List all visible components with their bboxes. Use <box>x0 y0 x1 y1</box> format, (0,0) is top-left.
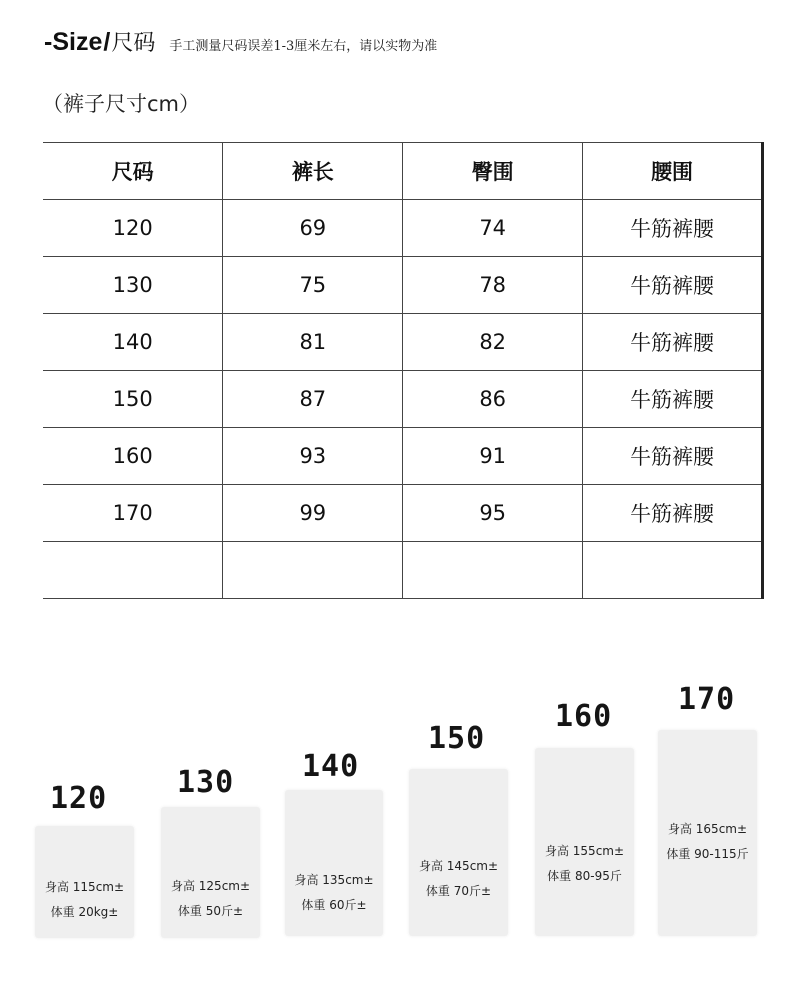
cell-length: 93 <box>223 428 403 485</box>
cell-hip: 78 <box>403 257 583 314</box>
cell-size: 150 <box>43 371 223 428</box>
card-text <box>658 817 757 867</box>
measurement-note: 手工测量尺码误差1-3厘米左右，请以实物为准 <box>169 39 438 54</box>
size-heading: -Size <box>44 28 103 56</box>
card-height: 身高 125cm± <box>170 879 251 893</box>
cell-waist <box>583 542 763 599</box>
header-cell-length: 裤长 <box>223 143 403 200</box>
card-text <box>35 875 134 925</box>
header-cell-size: 尺码 <box>43 143 223 200</box>
card-height: 身高 135cm± <box>294 873 374 887</box>
table-subtitle: （裤子尺寸cm） <box>42 92 201 116</box>
cell-length: 69 <box>223 200 403 257</box>
cell-hip: 95 <box>403 485 583 542</box>
card-text <box>535 839 634 889</box>
card-weight: 体重 50斤± <box>177 904 244 918</box>
table-row <box>43 428 763 485</box>
card-text <box>285 868 383 918</box>
size-card <box>161 807 260 938</box>
table-row <box>43 371 763 428</box>
cell-size: 120 <box>43 200 223 257</box>
card-height: 身高 155cm± <box>544 844 625 858</box>
card-text <box>161 874 260 924</box>
table-row-empty <box>43 542 763 599</box>
card-size-label: 130 <box>177 765 235 800</box>
cell-waist: 牛筋裤腰 <box>583 200 763 257</box>
cell-length: 99 <box>223 485 403 542</box>
size-card <box>658 730 757 936</box>
cell-waist: 牛筋裤腰 <box>583 428 763 485</box>
cell-length: 81 <box>223 314 403 371</box>
cell-hip: 86 <box>403 371 583 428</box>
table-row <box>43 485 763 542</box>
card-weight: 体重 80-95斤 <box>547 869 622 883</box>
card-weight: 体重 60斤± <box>301 898 367 912</box>
card-size-label: 170 <box>678 682 736 717</box>
card-height: 身高 145cm± <box>418 859 499 873</box>
size-heading-chinese: 尺码 <box>111 31 156 56</box>
size-table <box>43 142 764 599</box>
cell-waist: 牛筋裤腰 <box>583 257 763 314</box>
table-row <box>43 314 763 371</box>
card-size-label: 150 <box>428 721 486 756</box>
header-cell-hip: 臀围 <box>403 143 583 200</box>
cell-size: 140 <box>43 314 223 371</box>
cell-hip: 82 <box>403 314 583 371</box>
size-card <box>285 790 383 936</box>
header-cell-waist: 腰围 <box>583 143 763 200</box>
cell-length <box>223 542 403 599</box>
card-size-label: 140 <box>302 749 360 784</box>
card-size-label: 120 <box>50 781 108 816</box>
heading-slash: / <box>103 28 111 56</box>
cell-waist: 牛筋裤腰 <box>583 371 763 428</box>
cell-waist: 牛筋裤腰 <box>583 314 763 371</box>
cell-size: 130 <box>43 257 223 314</box>
card-weight: 体重 20kg± <box>50 905 119 919</box>
size-card <box>535 748 634 936</box>
table-header-row <box>43 143 763 200</box>
card-weight: 体重 90-115斤 <box>666 847 749 861</box>
cell-hip <box>403 542 583 599</box>
cell-length: 75 <box>223 257 403 314</box>
card-text <box>409 854 508 904</box>
size-card <box>409 769 508 936</box>
cell-size <box>43 542 223 599</box>
cell-size: 160 <box>43 428 223 485</box>
cell-hip: 74 <box>403 200 583 257</box>
card-height: 身高 165cm± <box>667 822 748 836</box>
card-weight: 体重 70斤± <box>425 884 492 898</box>
cell-length: 87 <box>223 371 403 428</box>
card-height: 身高 115cm± <box>44 880 125 894</box>
table-row <box>43 257 763 314</box>
page-header <box>44 26 437 62</box>
cell-waist: 牛筋裤腰 <box>583 485 763 542</box>
card-size-label: 160 <box>555 699 613 734</box>
cell-size: 170 <box>43 485 223 542</box>
table-row <box>43 200 763 257</box>
cell-hip: 91 <box>403 428 583 485</box>
size-card <box>35 826 134 938</box>
